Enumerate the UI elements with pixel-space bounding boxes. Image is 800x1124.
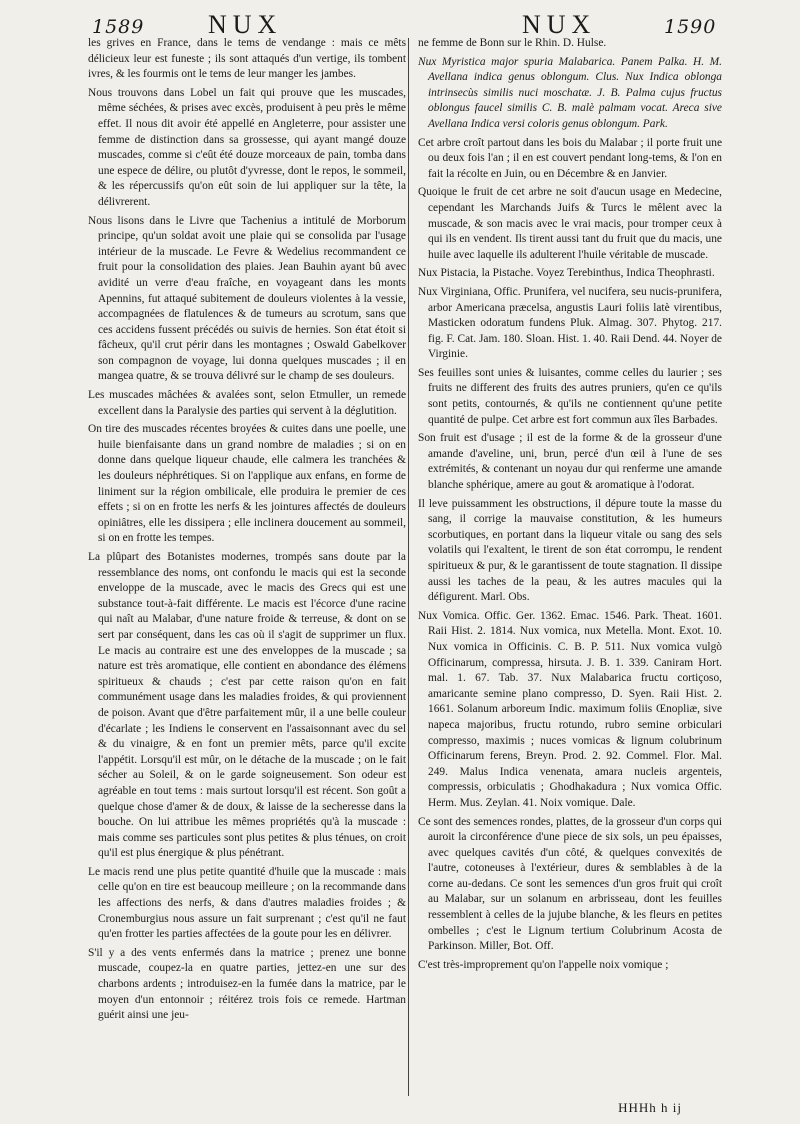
paragraph: Nux Pistacia, la Pistache. Voyez Terebinthus, Indica Theophrasti. — [418, 267, 715, 280]
paragraph: ne femme de Bonn sur le Rhin. D. Hulse. — [418, 37, 607, 49]
paragraph: Il leve puissamment les obstructions, il dépure toute la masse du sang, il corrige la mauvaise constitution, & les humeurs scorbutiques, en portant dans la liqueur vitale ou sang des sels volatils qui l'exaltent, le tirent de son état corrompu, le rendent spiritueux & pur, & le garantissent de toute stagnation. Il dissipe aussi les taches de la peau, & les autres macules qui la défigurent. Marl. Obs. — [418, 497, 722, 604]
paragraph: Cet arbre croît partout dans les bois du Malabar ; il porte fruit une ou deux fois l'an ; il en est couvert pendant long-tems, & l'on en fait la récolte en Juin, ou en Décembre & en Janvier. — [418, 136, 722, 180]
paragraph: Nous trouvons dans Lobel un fait qui prouve que les muscades, même séchées, & prises avec excès, produisent à peu près le même effet. Il nous dit avoir été appellé en Angleterre, pour assister une femme de distinction dans sa grossesse, qui ayant mangé douze muscades, comme si c'eût été douze morceaux de pain, tomba dans une espece de délire, ou plutôt d'yvresse, dont le repos, le sommeil, & les répercussifs qu'on eût soin de lui appliquer sur la tête, la délivrerent. — [88, 86, 406, 208]
paragraph: Les muscades mâchées & avalées sont, selon Etmuller, un remede excellent dans la Paralysie des parties qui servent à la déglutition. — [88, 389, 406, 417]
paragraph: les grives en France, dans le tems de vendange : mais ce mêts délicieux leur est funeste ; ils sont attaqués d'un vertige, ils tombent ivres, & les fourmis ont le tems de leur manger les jambes. — [88, 37, 406, 81]
right-running-title: NUX — [522, 10, 597, 39]
right-column — [418, 36, 722, 1111]
paragraph: La plûpart des Botanistes modernes, trompés sans doute par la ressemblance des noms, ont confondu le macis qui est la seconde enveloppe de la muscade, avec le macis des Grecs qui est une substance tout-à-fait différente. Le macis est l'écorce d'une racine qui naît au Malabar, d'une nature froide & terreuse, & dont on se sert par conséquent, dans les cas où il s'agit de supprimer un flux. Le macis au contraire est une des enveloppes de la muscade ; sa nature est très aromatique, elle contient en abondance des élémens spiritueux & chauds ; c'est par cette raison qu'on en fait communément usage dans les maladies froides, & qui proviennent de poison. Avant que d'être parfaitement mûr, il a une belle couleur d'écarlate ; les Indiens le conservent en l'assaisonnant avec du sel & du vinaigre, & en font un premier mêts, parce qu'il excite l'appétit. Lorsqu'il est mûr, on le détache de la muscade ; on le fait sécher au Soleil, & on le garde soigneusement. Son odeur est agréable en tout tems : mais surtout lorsqu'il est récent. Son goût a quelque chose d'amer & de doux, & laisse de la secheresse dans la bouche. On lui attribue les mêmes propriétés qu'à la muscade : mais comme ses particules sont plus petites & plus ténues, on croit qu'il est plus énergique & plus pénétrant. — [88, 551, 406, 860]
paragraph: On tire des muscades récentes broyées & cuites dans une poelle, une huile bienfaisante dans un grand nombre de maladies ; si on en donne dans quelque liqueur chaude, elle calmera les tranchées & les douleurs néphrétiques. Si on l'applique aux enfans, en forme de liniment sur la région ombilicale, elle produira le premier de ces effets ; si on en frotte les nerfs & les jointures affectés de douleurs opiniâtres, elle les dissipera ; elle inclinera doucement au sommeil, si on en frotte les tempes. — [88, 423, 406, 545]
paragraph: C'est très-improprement qu'on l'appelle noix vomique ; — [418, 958, 669, 971]
paragraph: Nux Vomica. Offic. Ger. 1362. Emac. 1546. Park. Theat. 1601. Raii Hist. 2. 1814. Nux vomica, nux Metella. Mont. Exot. 10. Nux vomica in Officinis. C. B. P. 511. Nux vomica vulgò Officinarum, compressa, hirsuta. J. B. 1. 339. Caniram Hort. mal. 1. 67. Tab. 37. Nux Malabarica fructu cortiçoso, amaricante semine plano compresso, D. Syen. Raii Hist. 2. 1661. Solanum arboreum Indic. maximum foliis Œnopliæ, sive napeca majoribus, fructu rotundo, rubro semine orbiculari compresso, maximis ; nuces vomicas & lignum colubrinum Officinarum ferens, Breyn. Prod. 2. 92. Commel. Flor. Mal. 249. Malus Indica venenata, amara nucleis argenteis, compressis, orbiculatis ; Ghodhakadura ; Nux vomica Offic. Herm. Mus. Zeylan. 41. Noix vomique. Dale. — [418, 609, 722, 809]
column-divider — [408, 38, 409, 1096]
signature-mark: HHHh h ij — [618, 1100, 682, 1115]
paragraph: Ses feuilles sont unies & luisantes, comme celles du laurier ; ses fruits ne different des fruits des autres pruniers, qu'en ce qu'ils sont petits, contournés, & qu'ils ne contiennent qu'une petite quantité de pulpe. Cet arbre est fort commun aux îles Barbades. — [418, 366, 722, 426]
paragraph: Nux Virginiana, Offic. Prunifera, vel nucifera, seu nucis-prunifera, arbor Americana præcelsa, angustis Lauri foliis latè virentibus, Masticken odoratum fundens Pluk. Almag. 307. Phytog. 217. fig. F. Cat. Jam. 180. Sloan. Hist. 1. 40. Raii Dend. 44. Noyer de Virginie. — [418, 285, 722, 361]
paragraph: Son fruit est d'usage ; il est de la forme & de la grosseur d'une amande d'aveline, uni, brun, percé d'un œil à l'une de ses extrémités, & contenant un noyau dur qui renferme une amande blanche sphérique, amere au gout & aromatique à l'odorat. — [418, 432, 722, 492]
paragraph: Nux Myristica major spuria Malabarica. Panem Palka. H. M. Avellana indica genus oblongum. Clus. Nux Indica oblonga intrinsecùs similis nuci moschatæ. J. B. Palma cujus fructus oblongus faucel similis C. B. malè palmam vocat. Areca sive Avellana Indica versi coloris genus oblongum. Park. — [418, 55, 722, 130]
left-page-number: 1589 — [92, 16, 145, 38]
paragraph: Nous lisons dans le Livre que Tachenius a intitulé de Morborum principe, qu'un soldat avoit une plaie qui se consolida par l'usage intérieur de la muscade. Le Fevre & Wedelius recommandent ce fruit pour la consolidation des plaies. Jean Bauhin ayant bû avec avidité un verre d'eau fraîche, en voyageant dans les monts Apennins, fut attaqué subitement de douleurs violentes à la vessie, accompagnées de flatulences & de tumeurs au scrotum, sans que ces accidens fussent précédés ou suivis de hernies. Son état étoit si fâcheux, qu'il crut périr dans les montagnes ; Oswald Gabelkover son compagnon de voyage, lui donna quelques muscades ; il en mangea quatre, & se trouva délivré sur le champ de ses douleurs. — [88, 214, 406, 383]
paragraph: Quoique le fruit de cet arbre ne soit d'aucun usage en Medecine, cependant les Marchands Juifs & Turcs le mêlent avec la muscade, & son macis avec le vrai macis, pour tromper ceux à qui ils en vendent. Ils tirent aussi tant du fruit que du macis, une huile avec laquelle ils adulterent l'huile véritable de muscade. — [418, 186, 722, 261]
paragraph: Ce sont des semences rondes, plattes, de la grosseur d'un corps qui auroit la circonférence d'une piece de six sols, un peu épaisses, avec quelques cavités d'un côté, & quelques convexités de l'autre, cotoneuses à l'extérieur, dures & semblables à de la corne au-dedans. Ce sont les semences d'un gros fruit qui croît au Malabar, sur un solanum en arbrisseau, dont les feuilles ressemblent à celles de la jujube blanche, & les fleurs en petites ombelles ; c'est le Lignum tertium Colubrinum Acosta de Parkinson. Miller, Bot. Off. — [418, 815, 722, 953]
paragraph: S'il y a des vents enfermés dans la matrice ; prenez une bonne muscade, coupez-la en quatre parties, jettez-en une sur des charbons ardents ; introduisez-en la fumée dans la matrice, par le moyen d'un entonnoir ; réitérez trois fois ce remede. Hartman guérit ainsi une jeu- — [88, 946, 406, 1022]
paragraph: Le macis rend une plus petite quantité d'huile que la muscade : mais celle qu'on en tire est beaucoup meilleure ; on la recommande dans les affections des nerfs, & dans d'autres maladies froides ; & Cronemburgius nous assure un fait surprenant ; c'est qu'il ne faut qu'en frotter les parties affectées de la goute pour les en délivrer. — [88, 865, 406, 941]
left-running-title: NUX — [208, 10, 283, 39]
right-page-number: 1590 — [664, 16, 717, 38]
left-column — [88, 36, 406, 1111]
